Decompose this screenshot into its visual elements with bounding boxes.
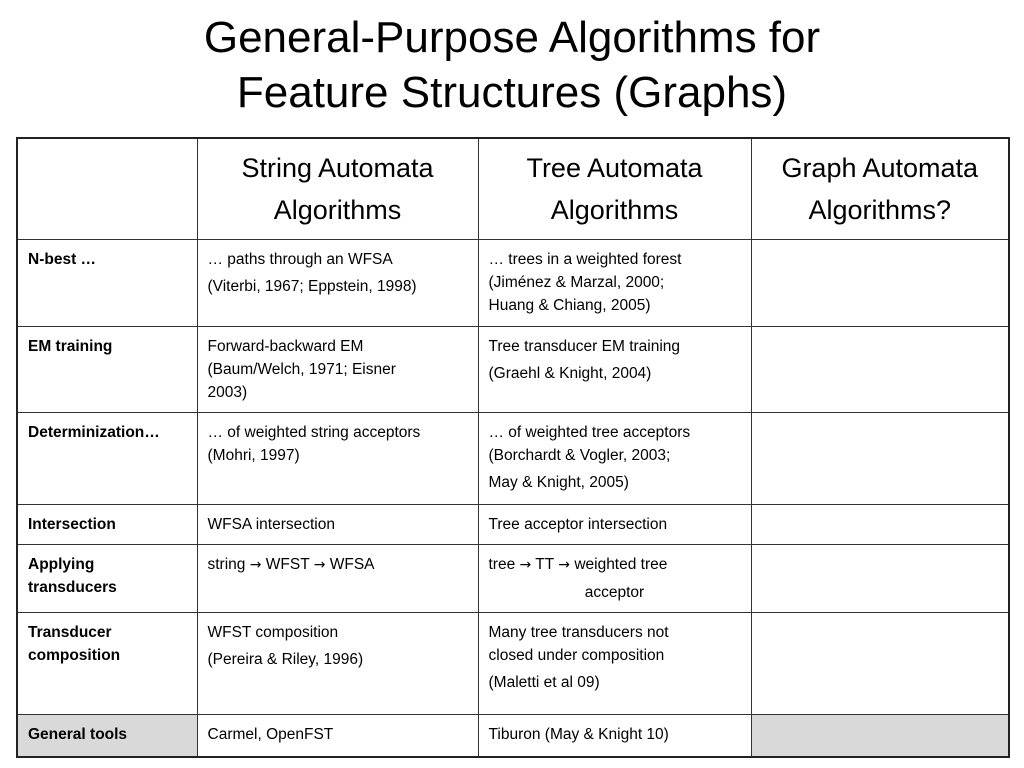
row-label-applying (17, 545, 197, 613)
cell-em-graph (751, 327, 1009, 413)
row-label-determinization: Determinization… (17, 413, 197, 505)
header-string-line-2: Algorithms (273, 195, 402, 225)
row-label-line: transducers (28, 579, 117, 596)
header-graph-automata (751, 138, 1009, 240)
cell-text: … of weighted string acceptors (207, 424, 421, 441)
cell-word: TT (535, 556, 554, 573)
cell-text: Forward-backward EM (207, 338, 364, 355)
cell-applying-tree (478, 545, 751, 613)
cell-text: … trees in a weighted forest (488, 251, 682, 268)
cell-word: WFST (265, 556, 310, 573)
cell-word: string (207, 556, 246, 573)
cell-composition-graph (751, 613, 1009, 715)
cell-word: weighted tree (574, 556, 668, 573)
cell-text: acceptor (584, 584, 645, 601)
header-tree-line-1: Tree Automata (526, 153, 703, 183)
cell-nbest-string (197, 240, 478, 327)
algorithms-table (16, 137, 1010, 758)
cell-intersection-graph (751, 505, 1009, 545)
cell-applying-string (197, 545, 478, 613)
table-row-nbest (17, 240, 1009, 327)
page-title (0, 10, 1024, 120)
cell-text: (Baum/Welch, 1971; Eisner (207, 361, 396, 378)
table-row-applying (17, 545, 1009, 613)
cell-text: … of weighted tree acceptors (488, 424, 691, 441)
cell-text: 2003) (207, 384, 248, 401)
cell-tools-tree (478, 715, 751, 757)
row-label-line: Transducer (28, 624, 112, 641)
row-label-tools: General tools (17, 715, 197, 757)
cell-det-tree (478, 413, 751, 505)
row-label-line: Applying (28, 556, 95, 573)
cell-text: … paths through an WFSA (207, 251, 393, 268)
row-label-nbest: N-best … (17, 240, 197, 327)
cell-tools-graph (751, 715, 1009, 757)
table-row-tools (17, 715, 1009, 757)
cell-text: (Borchardt & Vogler, 2003; (488, 447, 671, 464)
cell-text: closed under composition (488, 647, 665, 664)
cell-intersection-tree (478, 505, 751, 545)
cell-text: (Graehl & Knight, 2004) (488, 365, 652, 382)
cell-text: Many tree transducers not (488, 624, 669, 641)
cell-det-string (197, 413, 478, 505)
cell-nbest-tree (478, 240, 751, 327)
table-row-determinization (17, 413, 1009, 505)
cell-text (208, 553, 468, 577)
right-arrow-icon: → (558, 557, 570, 573)
title-line-2: Feature Structures (Graphs) (236, 68, 788, 117)
cell-text: (Maletti et al 09) (488, 674, 600, 691)
cell-text: May & Knight, 2005) (488, 474, 629, 491)
cell-em-string (197, 327, 478, 413)
cell-em-tree (478, 327, 751, 413)
table-row-intersection (17, 505, 1009, 545)
header-graph-line-1: Graph Automata (781, 153, 979, 183)
cell-intersection-string (197, 505, 478, 545)
table-row-composition (17, 613, 1009, 715)
cell-text: Huang & Chiang, 2005) (488, 297, 651, 314)
cell-tools-string (197, 715, 478, 757)
header-tree-automata (478, 138, 751, 240)
cell-text (489, 553, 741, 577)
table-row-em (17, 327, 1009, 413)
row-label-line: composition (28, 647, 121, 664)
cell-text: WFST composition (207, 624, 339, 641)
cell-nbest-graph (751, 240, 1009, 327)
cell-text: Carmel, OpenFST (207, 726, 334, 743)
cell-text: (Pereira & Riley, 1996) (207, 651, 364, 668)
header-blank (17, 138, 197, 240)
cell-composition-string (197, 613, 478, 715)
cell-word: tree (488, 556, 516, 573)
cell-text: Tree acceptor intersection (488, 516, 668, 533)
cell-text: (Viterbi, 1967; Eppstein, 1998) (207, 278, 417, 295)
cell-applying-graph (751, 545, 1009, 613)
cell-text: (Jiménez & Marzal, 2000; (488, 274, 665, 291)
row-label-intersection: Intersection (17, 505, 197, 545)
right-arrow-icon: → (519, 557, 532, 573)
title-line-1: General-Purpose Algorithms for (203, 13, 821, 62)
row-label-em: EM training (17, 327, 197, 413)
header-row (17, 138, 1009, 240)
header-graph-line-2: Algorithms? (808, 195, 952, 225)
cell-word: WFSA (329, 556, 375, 573)
right-arrow-icon: → (249, 557, 262, 573)
cell-text: Tiburon (May & Knight 10) (488, 726, 669, 743)
cell-text: WFSA intersection (207, 516, 335, 533)
header-string-line-1: String Automata (241, 153, 434, 183)
row-label-composition (17, 613, 197, 715)
header-tree-line-2: Algorithms (550, 195, 679, 225)
cell-composition-tree (478, 613, 751, 715)
header-string-automata (197, 138, 478, 240)
cell-text: (Mohri, 1997) (207, 447, 300, 464)
cell-text: Tree transducer EM training (488, 338, 681, 355)
right-arrow-icon: → (313, 557, 326, 573)
cell-det-graph (751, 413, 1009, 505)
